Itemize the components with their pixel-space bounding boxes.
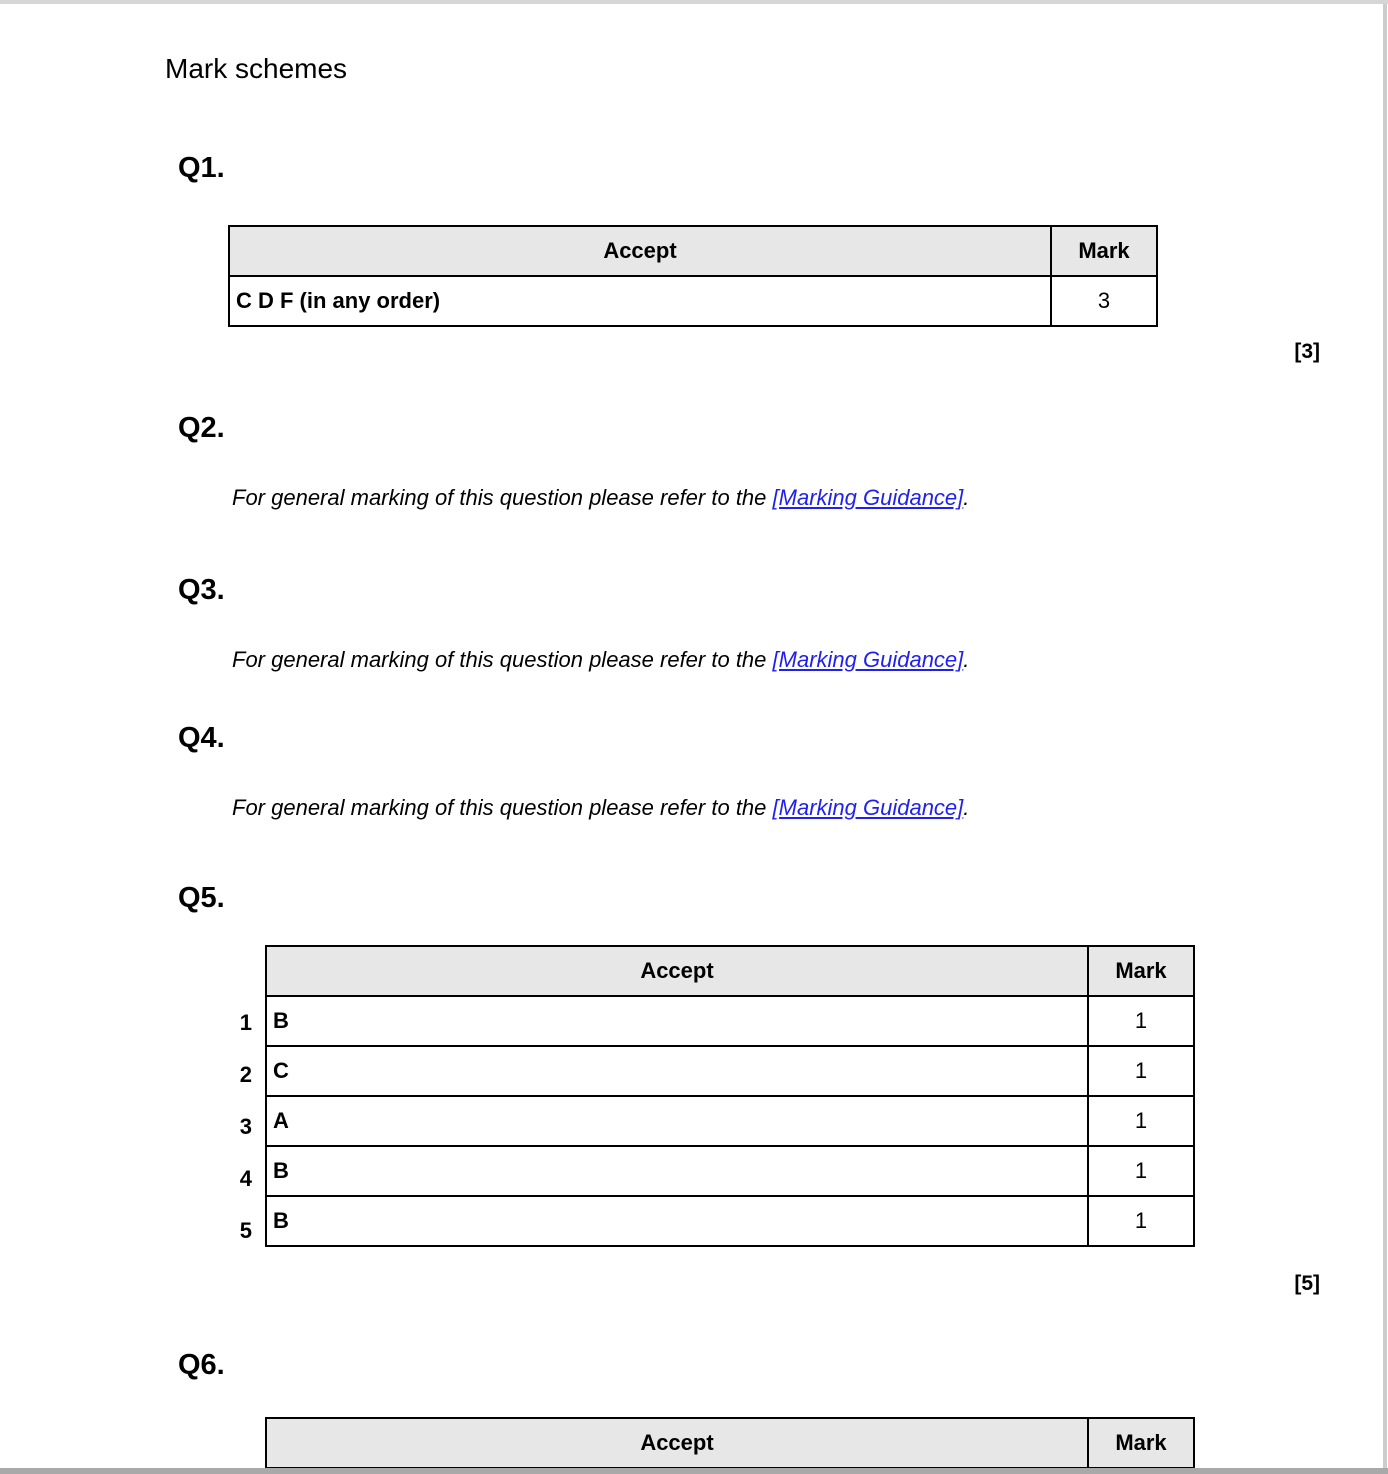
q3-heading: Q3. (178, 574, 225, 606)
table-row (266, 1196, 1194, 1246)
q4-guidance-text (232, 795, 969, 821)
accept-cell: B (266, 1146, 1088, 1196)
q1-total-marks: [3] (1294, 340, 1320, 363)
accept-cell: C D F (in any order) (229, 276, 1051, 326)
page-top-border (0, 0, 1388, 4)
mark-column-header: Mark (1051, 226, 1157, 276)
marking-guidance-link[interactable]: [Marking Guidance] (772, 485, 964, 510)
table-row (266, 1096, 1194, 1146)
guidance-prefix: For general marking of this question please refer to the (232, 647, 773, 672)
q4-heading: Q4. (178, 722, 225, 754)
q5-heading: Q5. (178, 882, 225, 914)
table-header-row (266, 1418, 1194, 1468)
guidance-suffix: . (963, 485, 970, 510)
q6-table (265, 1417, 1195, 1469)
accept-column-header: Accept (266, 946, 1088, 996)
q5-total-marks: [5] (1294, 1272, 1320, 1295)
guidance-prefix: For general marking of this question please refer to the (232, 485, 773, 510)
accept-cell: B (266, 996, 1088, 1046)
q6-heading: Q6. (178, 1349, 225, 1381)
guidance-suffix: . (963, 795, 970, 820)
q5-row-number: 3 (239, 1114, 252, 1139)
page-title: Mark schemes (165, 53, 348, 84)
q5-table (265, 945, 1195, 1247)
q5-row-number: 2 (239, 1062, 252, 1087)
accept-cell: A (266, 1096, 1088, 1146)
accept-column-header: Accept (266, 1418, 1088, 1468)
table-header-row (229, 226, 1157, 276)
q3-guidance-text (232, 647, 969, 673)
table-row (229, 276, 1157, 326)
mark-cell: 1 (1088, 1096, 1194, 1146)
table-row (266, 1046, 1194, 1096)
mark-cell: 1 (1088, 1196, 1194, 1246)
q5-row-number: 4 (239, 1166, 252, 1191)
page-bottom-border (0, 1468, 1388, 1474)
q2-heading: Q2. (178, 412, 225, 444)
guidance-prefix: For general marking of this question please refer to the (232, 795, 773, 820)
mark-cell: 3 (1051, 276, 1157, 326)
mark-cell: 1 (1088, 996, 1194, 1046)
q5-row-number: 1 (239, 1010, 252, 1035)
table-header-row (266, 946, 1194, 996)
mark-cell: 1 (1088, 1046, 1194, 1096)
page-right-border (1383, 4, 1387, 1468)
guidance-suffix: . (963, 647, 970, 672)
accept-cell: B (266, 1196, 1088, 1246)
marking-guidance-link[interactable]: [Marking Guidance] (772, 647, 964, 672)
q5-row-number: 5 (239, 1218, 252, 1243)
mark-column-header: Mark (1088, 946, 1194, 996)
marking-guidance-link[interactable]: [Marking Guidance] (772, 795, 964, 820)
mark-column-header: Mark (1088, 1418, 1194, 1468)
accept-cell: C (266, 1046, 1088, 1096)
mark-cell: 1 (1088, 1146, 1194, 1196)
q1-heading: Q1. (178, 152, 225, 184)
accept-column-header: Accept (229, 226, 1051, 276)
q1-table (228, 225, 1158, 327)
table-row (266, 1146, 1194, 1196)
q2-guidance-text (232, 485, 969, 511)
table-row (266, 996, 1194, 1046)
